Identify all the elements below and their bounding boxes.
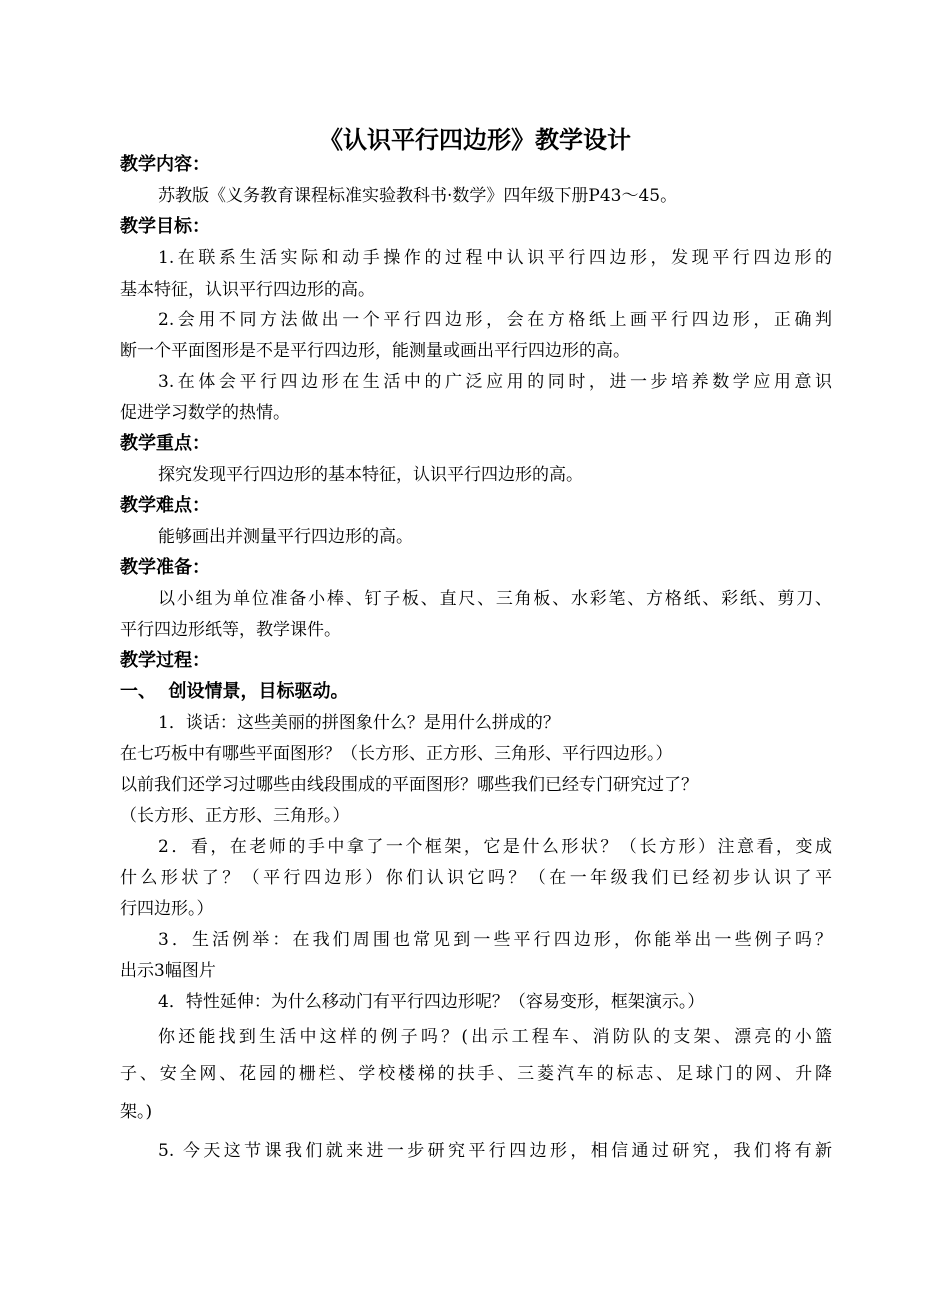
process-5-line-1: 5. 今天这节课我们就来进一步研究平行四边形，相信通过研究，我们将有新	[158, 1141, 832, 1161]
prep-line-2: 平行四边形纸等，教学课件。	[120, 620, 341, 640]
step-1-heading: 一、 创设情景，目标驱动。	[120, 681, 349, 702]
process-3-line-1: 3．生活例举：在我们周围也常见到一些平行四边形，你能举出一些例子吗？	[158, 930, 832, 950]
process-4-line-3: 子、安全网、花园的栅栏、学校楼梯的扶手、三菱汽车的标志、足球门的网、升降	[120, 1064, 832, 1084]
goals-heading: 教学目标：	[120, 216, 210, 237]
goal-2-line-2: 断一个平面图形是不是平行四边形，能测量或画出平行四边形的高。	[120, 341, 630, 361]
process-heading: 教学过程：	[120, 650, 210, 671]
content-heading: 教学内容：	[120, 154, 210, 175]
difficulty-heading: 教学难点：	[120, 495, 210, 516]
goal-1-line-1: 1.在联系生活实际和动手操作的过程中认识平行四边形，发现平行四边形的	[158, 248, 832, 268]
process-3-line-2: 出示3幅图片	[120, 961, 216, 981]
difficulty-text: 能够画出并测量平行四边形的高。	[158, 527, 413, 547]
document-title: 《认识平行四边形》教学设计	[319, 126, 631, 154]
key-heading: 教学重点：	[120, 433, 210, 454]
prep-heading: 教学准备：	[120, 557, 210, 578]
process-2-line-3: 行四边形。）	[120, 899, 214, 919]
process-4-line-1: 4．特性延伸：为什么移动门有平行四边形呢？（容易变形，框架演示。）	[158, 992, 705, 1012]
process-2-line-2: 什么形状了？（平行四边形）你们认识它吗？（在一年级我们已经初步认识了平	[120, 868, 832, 888]
process-4-line-2: 你还能找到生活中这样的例子吗？(出示工程车、消防队的支架、漂亮的小篮	[158, 1027, 832, 1047]
goal-3-line-1: 3.在体会平行四边形在生活中的广泛应用的同时，进一步培养数学应用意识	[158, 372, 832, 392]
process-1-line-3: 以前我们还学习过哪些由线段围成的平面图形？哪些我们已经专门研究过了？	[120, 775, 698, 795]
process-4-line-4: 架。)	[120, 1102, 153, 1122]
process-1-line-2: 在七巧板中有哪些平面图形？（长方形、正方形、三角形、平行四边形。）	[120, 744, 673, 764]
process-1-line-1: 1．谈话：这些美丽的拼图象什么？是用什么拼成的？	[158, 713, 560, 733]
goal-1-line-2: 基本特征，认识平行四边形的高。	[120, 280, 375, 300]
content-text: 苏教版《义务教育课程标准实验教科书·数学》四年级下册P43～45。	[158, 186, 678, 206]
process-1-line-4: （长方形、正方形、三角形。）	[120, 806, 350, 826]
key-text: 探究发现平行四边形的基本特征，认识平行四边形的高。	[158, 465, 583, 485]
goal-3-line-2: 促进学习数学的热情。	[120, 403, 290, 423]
goal-2-line-1: 2.会用不同方法做出一个平行四边形，会在方格纸上画平行四边形，正确判	[158, 310, 832, 330]
process-2-line-1: 2．看，在老师的手中拿了一个框架，它是什么形状？（长方形）注意看，变成	[158, 837, 832, 857]
prep-line-1: 以小组为单位准备小棒、钉子板、直尺、三角板、水彩笔、方格纸、彩纸、剪刀、	[158, 589, 832, 609]
